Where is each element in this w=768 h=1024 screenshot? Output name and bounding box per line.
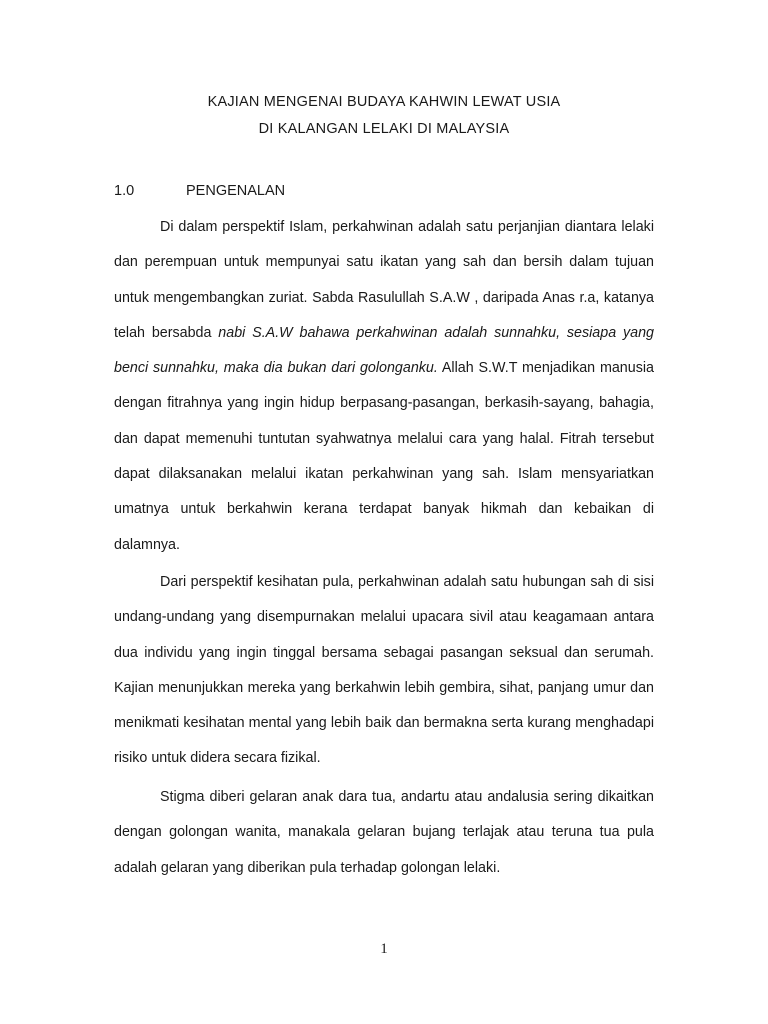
section-heading [114, 183, 285, 199]
paragraph-1-text-after: Allah S.W.T menjadikan manusia dengan fitrahnya yang ingin hidup berpasang-pasangan, berkasih-sayang, bahagia, dan dapat memenuhi tuntutan syahwatnya melalui cara yang halal. Fitrah tersebut dapat dilaksanakan melalui ikatan perkahwinan yang sah. Islam mensyariatkan umatnya untuk berkahwin kerana terdapat banyak hikmah dan kebaikan di dalamnya. [114, 360, 654, 553]
paragraph-2: Dari perspektif kesihatan pula, perkahwinan adalah satu hubungan sah di sisi undang-undang yang disempurnakan melalui upacara sivil atau keagamaan antara dua individu yang ingin tinggal bersama sebagai pasangan seksual dan serumah. Kajian menunjukkan mereka yang berkahwin lebih gembira, sihat, panjang umur dan menikmati kesihatan mental yang lebih baik dan bermakna serta kurang menghadapi risiko untuk didera secara fizikal. [114, 574, 654, 767]
paragraph-3: Stigma diberi gelaran anak dara tua, andartu atau andalusia sering dikaitkan dengan golongan wanita, manakala gelaran bujang terlajak atau teruna tua pula adalah gelaran yang diberikan pula terhadap golongan lelaki. [114, 789, 654, 876]
paragraph-1-text-before: Di dalam perspektif Islam, perkahwinan adalah satu perjanjian diantara lelaki dan perempuan untuk mempunyai satu ikatan yang sah dan bersih dalam tujuan untuk mengembangkan zuriat. Sabda Rasulullah S.A.W , daripada Anas r.a, katanya telah bersabda [114, 219, 654, 341]
document-title-line-1: KAJIAN MENGENAI BUDAYA KAHWIN LEWAT USIA [207, 94, 561, 110]
section-number: 1.0 [114, 183, 135, 199]
page-number: 1 [380, 941, 388, 957]
section-title: PENGENALAN [186, 183, 286, 199]
paragraph-1 [114, 210, 654, 563]
document-title-line-2: DI KALANGAN LELAKI DI MALAYSIA [258, 121, 510, 137]
paragraph-1-italic-quote: nabi S.A.W bahawa perkahwinan adalah sunnahku, sesiapa yang benci sunnahku, maka dia bukan dari golonganku. [114, 324, 654, 377]
